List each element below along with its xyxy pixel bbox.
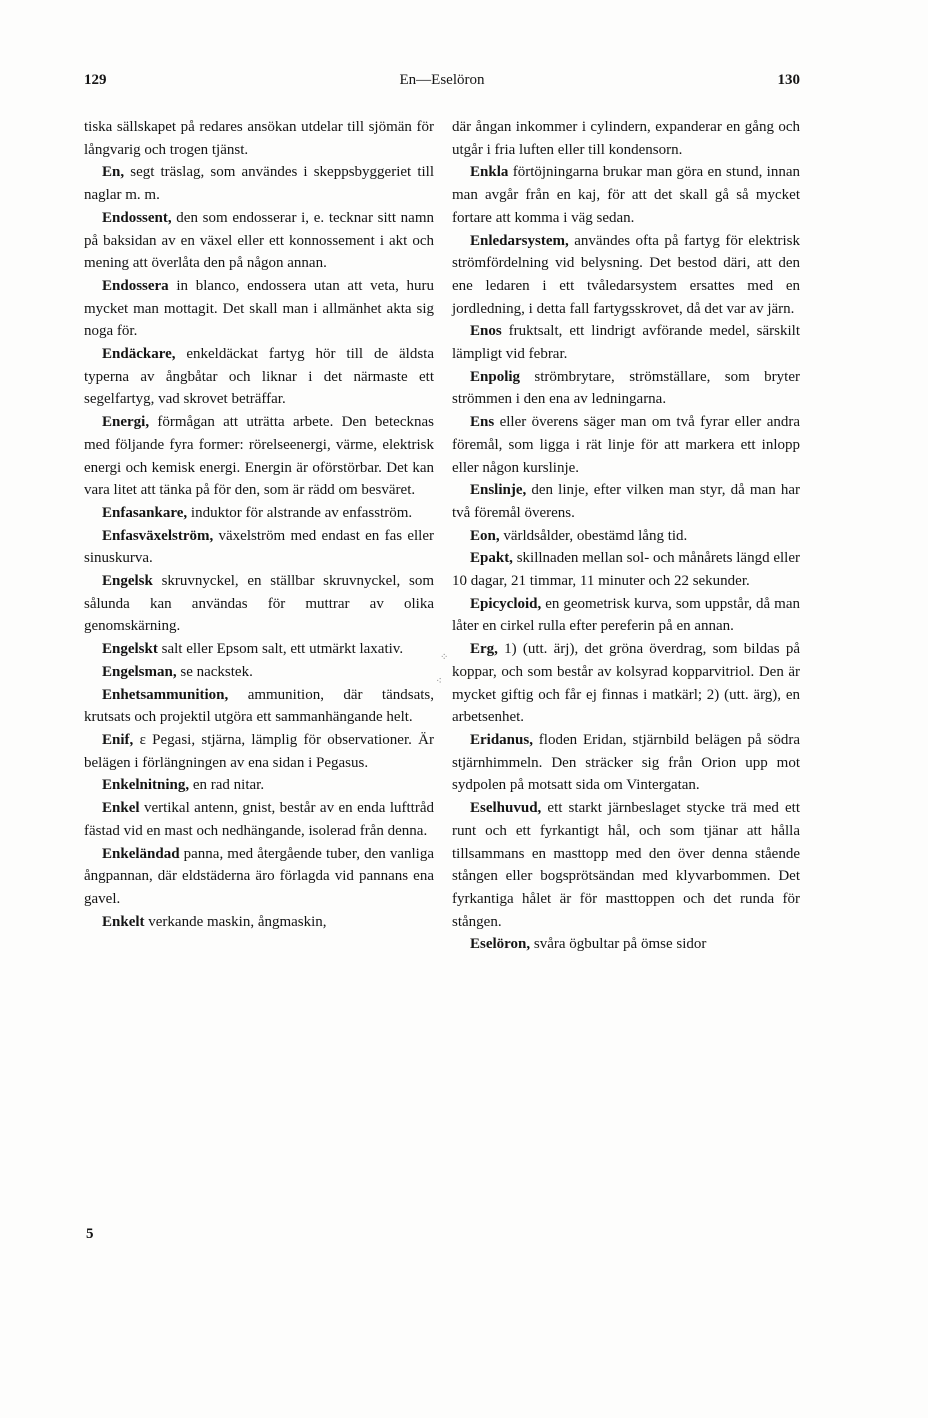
entry-text: förtöjningarna brukar man göra en stund, innan man avgår från en kaj, för att det skall gå så mycket fortare att komma i väg sedan. <box>452 164 800 226</box>
dictionary-entry <box>452 593 800 638</box>
dictionary-entry <box>84 411 434 502</box>
dictionary-entry <box>84 843 434 911</box>
entry-headword: Eselöron, <box>470 936 531 953</box>
entry-headword: Enledarsystem, <box>470 232 569 249</box>
entry-text: den som endosserar i, e. tecknar sitt namn på baksidan av en växel eller ett konnossement i akt och mening att överlåta den på någon annan. <box>84 209 434 272</box>
dictionary-entry <box>84 661 434 684</box>
entry-headword: Energi, <box>102 414 150 431</box>
entry-text: floden Eridan, stjärnbild belägen på södra stjärnhimmeln. Den sträcker sig från Orion upp mot sydpolen på motsatt sida om Vintergatan. <box>452 731 800 794</box>
entry-text: panna, med återgående tuber, den vanliga ångpannan, där eldstäderna äro förlagda vid pannans ena gavel. <box>84 845 434 907</box>
dictionary-entry <box>84 911 434 934</box>
entry-headword: Endossera <box>102 277 169 294</box>
entry-headword: Erg, <box>470 641 498 658</box>
dictionary-entry <box>452 366 800 411</box>
dictionary-entry <box>84 275 434 343</box>
entry-headword: Enif, <box>102 731 134 748</box>
entry-text: salt eller Epsom salt, ett utmärkt laxativ. <box>157 641 404 658</box>
entry-headword: Enkel <box>102 800 140 817</box>
dictionary-entry <box>452 729 800 797</box>
entry-headword: Engelskt <box>102 641 158 658</box>
dictionary-entry <box>452 116 800 161</box>
print-speck: ⁖ <box>436 676 442 687</box>
entry-text: skillnaden mellan sol- och månårets längd eller 10 dagar, 21 timmar, 11 minuter och 22 sekunder. <box>452 550 800 590</box>
entry-text: enkeldäckat fartyg hör till de äldsta typerna av ångbåtar och liknar i det närmaste ett segelfartyg, vad skrovet beträffar. <box>84 346 434 408</box>
entry-text: växelström med endast en fas eller sinuskurva. <box>84 527 434 567</box>
entry-text: vertikal antenn, gnist, består av en enda lufttråd fästad vid en mast och nedhängande, isolerad från denna. <box>84 800 434 839</box>
entry-text: fruktsalt, ett lindrigt avförande medel, särskilt lämpligt vid febrar. <box>452 323 800 363</box>
running-title: En—Eselöron <box>399 72 485 88</box>
entry-text: se nackstek. <box>176 663 253 680</box>
entry-text: skruvnyckel, en ställbar skruvnyckel, som sålunda kan användas för muttrar av olika genomskärning. <box>84 573 434 635</box>
entry-text: induktor för alstrande av enfasström. <box>187 504 413 521</box>
dictionary-entry <box>452 547 800 592</box>
entry-headword: Eon, <box>470 527 500 544</box>
entry-headword: En, <box>102 164 125 181</box>
dictionary-entry <box>84 525 434 570</box>
dictionary-entry <box>452 525 800 548</box>
entry-text: eller överens säger man om två fyrar eller andra föremål, som ligga i rät linje för att markera ett inlopp eller någon kurslinje. <box>452 414 800 476</box>
entry-headword: Enslinje, <box>470 482 527 499</box>
entry-headword: Ens <box>470 414 495 431</box>
entry-text: förmågan att uträtta arbete. Den betecknas med följande fyra former: rörelseenergi, värme, elektrisk energi och kemisk energi. Energin är oförstörbar. Det kan vara litet att tänka på för den, som är rädd om besväret. <box>84 414 434 499</box>
dictionary-entry <box>452 320 800 365</box>
dictionary-entry <box>84 797 434 842</box>
entry-headword: Engelsman, <box>102 663 177 680</box>
entry-text: strömbrytare, strömställare, som bryter strömmen i den ena av ledningarna. <box>452 368 800 408</box>
entry-headword: Epicycloid, <box>470 595 542 612</box>
dictionary-entry <box>452 933 800 956</box>
dictionary-entry <box>84 343 434 411</box>
entry-text: verkande maskin, ångmaskin, <box>144 913 327 930</box>
dictionary-entry <box>452 411 800 479</box>
dictionary-entry <box>84 207 434 275</box>
entry-headword: Epakt, <box>470 550 513 567</box>
dictionary-entry <box>84 116 434 161</box>
entry-text: där ångan inkommer i cylindern, expanderar en gång och utgår i fria luften eller till kondensorn. <box>452 119 800 158</box>
entry-text: ammunition, där tändsats, krutsats och projektil utgöra ett sammanhängande helt. <box>84 686 434 726</box>
page-number-left: 129 <box>84 72 107 88</box>
dictionary-entry <box>452 479 800 524</box>
entry-headword: Endäckare, <box>102 346 176 363</box>
running-header <box>84 72 800 102</box>
dictionary-entry <box>84 502 434 525</box>
entry-text: den linje, efter vilken man styr, då man har två föremål överens. <box>452 482 800 521</box>
dictionary-entry <box>84 161 434 206</box>
entry-headword: Enkeländad <box>102 845 180 862</box>
entry-text: tiska sällskapet på redares ansökan utdelar till sjömän för långvarig och trogen tjänst. <box>84 119 434 158</box>
dictionary-entry <box>84 774 434 797</box>
left-column <box>84 116 434 933</box>
entry-headword: Enpolig <box>470 368 521 385</box>
dictionary-entry <box>84 570 434 638</box>
dictionary-entry <box>452 638 800 729</box>
entry-headword: Eselhuvud, <box>470 800 542 817</box>
dictionary-entry <box>452 797 800 933</box>
entry-headword: Engelsk <box>102 573 153 590</box>
entry-headword: Eridanus, <box>470 731 533 748</box>
entry-headword: Endossent, <box>102 209 172 226</box>
dictionary-entry <box>452 230 800 321</box>
right-column <box>452 116 800 956</box>
entry-text: svåra ögbultar på ömse sidor <box>530 936 707 953</box>
entry-headword: Enos <box>470 323 502 340</box>
print-speck: ⁘ <box>440 652 449 663</box>
entry-text: en rad nitar. <box>189 777 265 794</box>
dictionary-entry <box>84 729 434 774</box>
entry-headword: Enfasväxelström, <box>102 527 214 544</box>
dictionary-entry <box>84 638 434 661</box>
dictionary-entry <box>452 161 800 229</box>
entry-headword: Enfasankare, <box>102 504 188 521</box>
entry-text: ett starkt järnbeslaget stycke trä med ett runt och ett fyrkantigt hål, och som tjänar att hålla tillsammans en masttopp med den över denna stående stången eller bogsprötsändan med klyvarbommen. Det fyrkantiga hålet är för masttoppen och det runda för stången. <box>452 800 800 930</box>
entry-text: 1) (utt. ärj), det gröna överdrag, som bildas på koppar, och som består av kolsyrad kopparvitriol. Den är mycket giftig och får ej finnas i matkärl; 2) (utt. ärg), en arbetsenhet. <box>452 641 800 726</box>
entry-headword: Enhetsammunition, <box>102 686 229 703</box>
page-number-right: 130 <box>777 72 800 88</box>
entry-text: in blanco, endossera utan att veta, huru mycket man mottagit. Det skall man i allmänhet akta sig noga för. <box>84 277 434 340</box>
entry-headword: Enkla <box>470 164 509 181</box>
entry-headword: Enkelt <box>102 913 145 930</box>
entry-text: världsålder, obestämd lång tid. <box>499 527 688 544</box>
signature-mark: 5 <box>86 1226 94 1242</box>
entry-text: ε Pegasi, stjärna, lämplig för observationer. Är belägen i förlängningen av ena sidan i Pegasus. <box>84 731 434 771</box>
entry-text: användes ofta på fartyg för elektrisk strömfördelning vid belysning. Det bestod däri, att den ene ledaren i ett tvåledarsystem ersattes med en jordledning, i detta fall fartygsskrovet, då det var av järn. <box>452 232 800 317</box>
entry-text: segt träslag, som användes i skeppsbyggeriet till naglar m. m. <box>84 164 434 204</box>
entry-text: en geometrisk kurva, som uppstår, då man låter en cirkel rulla efter pereferin på en annan. <box>452 595 800 635</box>
entry-headword: Enkelnitning, <box>102 777 190 794</box>
dictionary-entry <box>84 684 434 729</box>
